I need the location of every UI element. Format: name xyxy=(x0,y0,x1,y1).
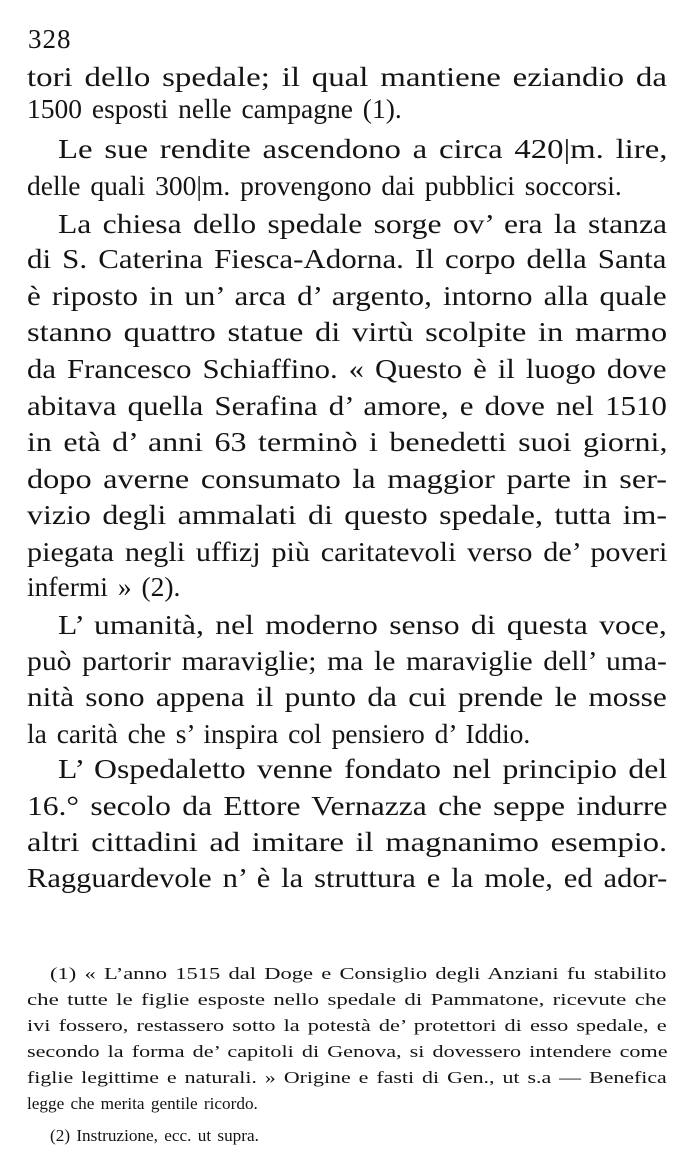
body-line: dopo averne consumato la maggior parte in ser- xyxy=(27,463,668,494)
body-line: da Francesco Schiaffino. « Questo è il luogo dove xyxy=(27,353,667,384)
body-line: infermi » (2). xyxy=(27,571,181,602)
body-line: abitava quella Serafina d’ amore, e dove nel 1510 xyxy=(27,390,667,421)
body-line: vizio degli ammalati di questo spedale, tutta im- xyxy=(27,499,668,530)
footnote-line: secondo la forma de’ capitoli di Genova, si dovessero intendere come xyxy=(27,1042,668,1061)
body-line: la carità che s’ inspira col pensiero d’ Iddio. xyxy=(27,718,531,749)
body-line: Le sue rendite ascendono a circa 420|m. lire, xyxy=(58,133,668,164)
body-line: 1500 esposti nelle campagne (1). xyxy=(27,93,402,124)
body-line: Ragguardevole n’ è la struttura e la mole, ed ador- xyxy=(27,862,668,893)
footnote-line: che tutte le figlie esposte nello spedale di Pammatone, ricevute che xyxy=(27,990,667,1009)
body-line: stanno quattro statue di virtù scolpite in marmo xyxy=(27,316,668,347)
footnote-line: ivi fossero, restassero sotto la potestà de’ protettori di esso spedale, e xyxy=(27,1016,667,1035)
body-line: L’ Ospedaletto venne fondato nel principio del xyxy=(58,753,668,784)
body-line: tori dello spedale; il qual mantiene eziandio da xyxy=(27,61,667,92)
body-line: L’ umanità, nel moderno senso di questa voce, xyxy=(58,609,667,640)
body-line: delle quali 300|m. provengono dai pubblici soccorsi. xyxy=(27,170,622,201)
body-line: nità sono appena il punto da cui prende le mosse xyxy=(27,681,667,712)
footnote-line: legge che merita gentile ricordo. xyxy=(27,1094,258,1113)
body-line: La chiesa dello spedale sorge ov’ era la stanza xyxy=(58,208,668,239)
footnote-line: (1) « L’anno 1515 dal Doge e Consiglio degli Anziani fu stabilito xyxy=(50,964,667,983)
footnote-line: figlie legittime e naturali. » Origine e fasti di Gen., ut s.a — Benefica xyxy=(27,1068,667,1087)
body-line: è riposto in un’ arca d’ argento, intorno alla quale xyxy=(27,280,667,311)
body-line: piegata negli uffizj più caritatevoli verso de’ poveri xyxy=(27,536,668,567)
body-line: di S. Caterina Fiesca-Adorna. Il corpo della Santa xyxy=(27,243,667,274)
footnote-line: (2) Instruzione, ecc. ut supra. xyxy=(50,1126,259,1145)
page-number: 328 xyxy=(28,24,72,54)
body-line: in età d’ anni 63 terminò i benedetti suoi giorni, xyxy=(27,426,668,457)
body-line: può partorir maraviglie; ma le maraviglie dell’ uma- xyxy=(27,645,667,676)
body-line: 16.° secolo da Ettore Vernazza che seppe indurre xyxy=(27,790,668,821)
body-line: altri cittadini ad imitare il magnanimo esempio. xyxy=(27,826,668,857)
